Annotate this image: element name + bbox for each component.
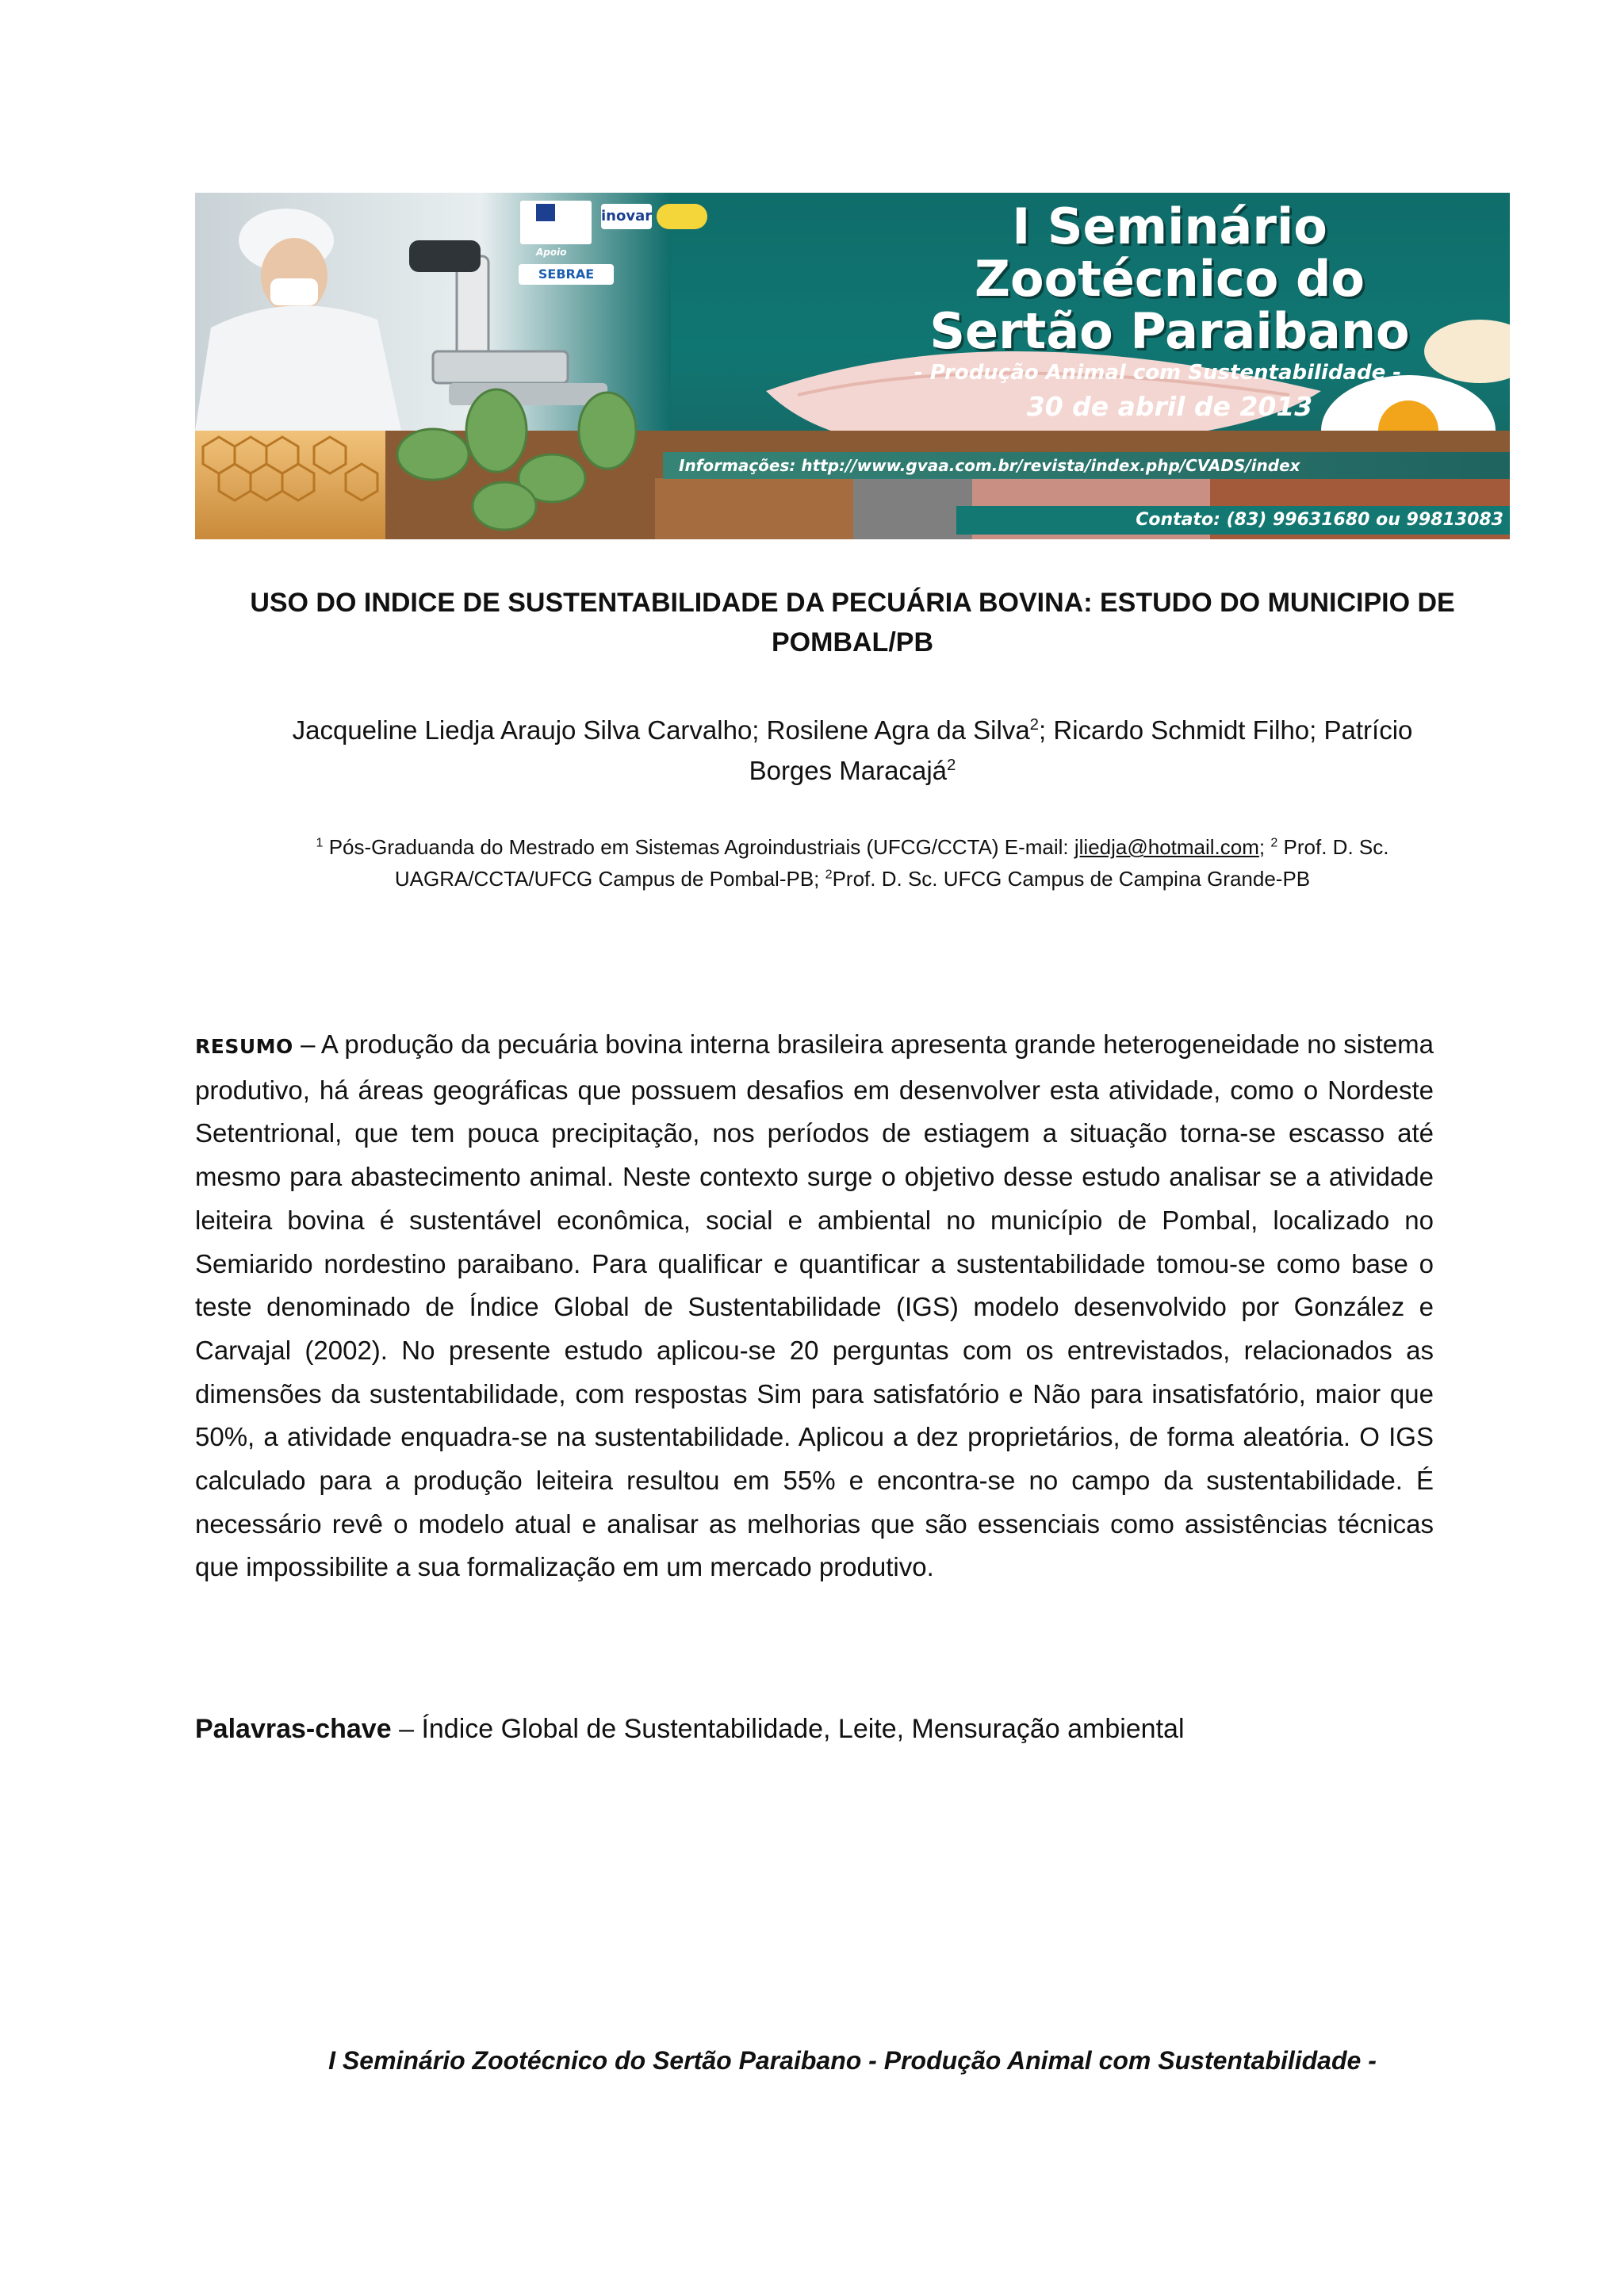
author-list [195,710,1510,791]
affil-text: UAGRA/CCTA/UFCG Campus de Pombal-PB; [394,867,825,891]
affil-text: Pós-Graduanda do Mestrado em Sistemas Agroindustriais (UFCG/CCTA) E-mail: [323,835,1074,859]
honeycomb [195,431,385,539]
sebrae-logo: SEBRAE [519,264,614,285]
affil-text: Prof. D. Sc. [1277,835,1389,859]
title-line-2: POMBAL/PB [772,627,933,657]
page-footer: I Seminário Zootécnico do Sertão Paraibano - Produção Animal com Sustentabilidade - [328,2046,1377,2075]
partner-logo [657,204,707,229]
authors-part-2: ; Ricardo Schmidt Filho; Patrício [1039,715,1413,745]
affil-text: Prof. D. Sc. UFCG Campus de Campina Grande-PB [832,867,1311,891]
keywords-text: – Índice Global de Sustentabilidade, Leite, Mensuração ambiental [391,1714,1185,1744]
author-superscript: 2 [947,756,956,774]
banner-title-line-1: I Seminário [1012,197,1327,255]
paper-title [195,583,1510,662]
affil-superscript: 2 [1270,835,1278,850]
banner-title-line-3: Sertão Paraibano [929,302,1410,360]
authors-part-3: Borges Maracajá [749,756,948,785]
keywords-label: Palavras-chave [195,1714,392,1744]
email-link[interactable]: jliedja@hotmail.com [1074,835,1259,859]
banner-date: 30 de abril de 2013 [1026,391,1313,422]
author-superscript: 2 [1029,715,1040,734]
abstract [195,1023,1434,1589]
abstract-label: RESUMO [195,1035,293,1058]
affil-text: ; [1258,835,1271,859]
affil-superscript: 1 [316,835,324,850]
abstract-text: – A produção da pecuária bovina interna brasileira apresenta grande heterogeneidade no sistema produtivo, há áreas geográficas que possuem desafios em desenvolver esta atividade, como o Nordeste Setentrional, que tem pouca precipitação, nos períodos de estiagem a situação torna-se escasso até mesmo para abastecimento animal. Neste contexto surge o objetivo desse estudo analisar se a atividade leiteira bovina é sustentável econômica, social e ambiental no município de Pombal, localizado no Semiarido nordestino paraibano. Para qualificar e quantificar a sustentabilidade tomou-se como base o teste denominado de Índice Global de Sustentabilidade (IGS) modelo desenvolvido por González e Carvajal (2002). No presente estudo aplicou-se 20 perguntas com os entrevistados, relacionados as dimensões da sustentabilidade, com respostas Sim para satisfatório e Não para insatisfatório, maior que 50%, a atividade enquadra-se na sustentabilidade. Aplicou a dez proprietários, de forma aleatória. O IGS calculado para a produção leiteira resultou em 55% e encontra-se no campo da sustentabilidade. É necessário revê o modelo atual e analisar as melhorias que são essenciais como assistências técnicas que impossibilite a sua formalização em um mercado produtivo. [195,1029,1434,1582]
banner-title-line-2: Zootécnico do [975,250,1365,308]
banner-subtitle: - Produção Animal com Sustentabilidade - [914,361,1402,385]
affiliations [195,831,1510,895]
affil-superscript: 2 [825,867,833,882]
banner-info-url: Informações: http://www.gvaa.com.br/revista/index.php/CVADS/index [663,452,1510,479]
support-label: Apoio [536,247,567,258]
keywords [195,1709,1464,1749]
banner-contact: Contato: (83) 99631680 ou 99813083 [956,506,1510,535]
event-banner [195,193,1510,539]
title-line-1: USO DO INDICE DE SUSTENTABILIDADE DA PECUÁRIA BOVINA: ESTUDO DO MUNICIPIO DE [250,588,1455,618]
inovar-logo: inovar [601,204,652,229]
authors-part-1: Jacqueline Liedja Araujo Silva Carvalho; Rosilene Agra da Silva [292,715,1030,745]
